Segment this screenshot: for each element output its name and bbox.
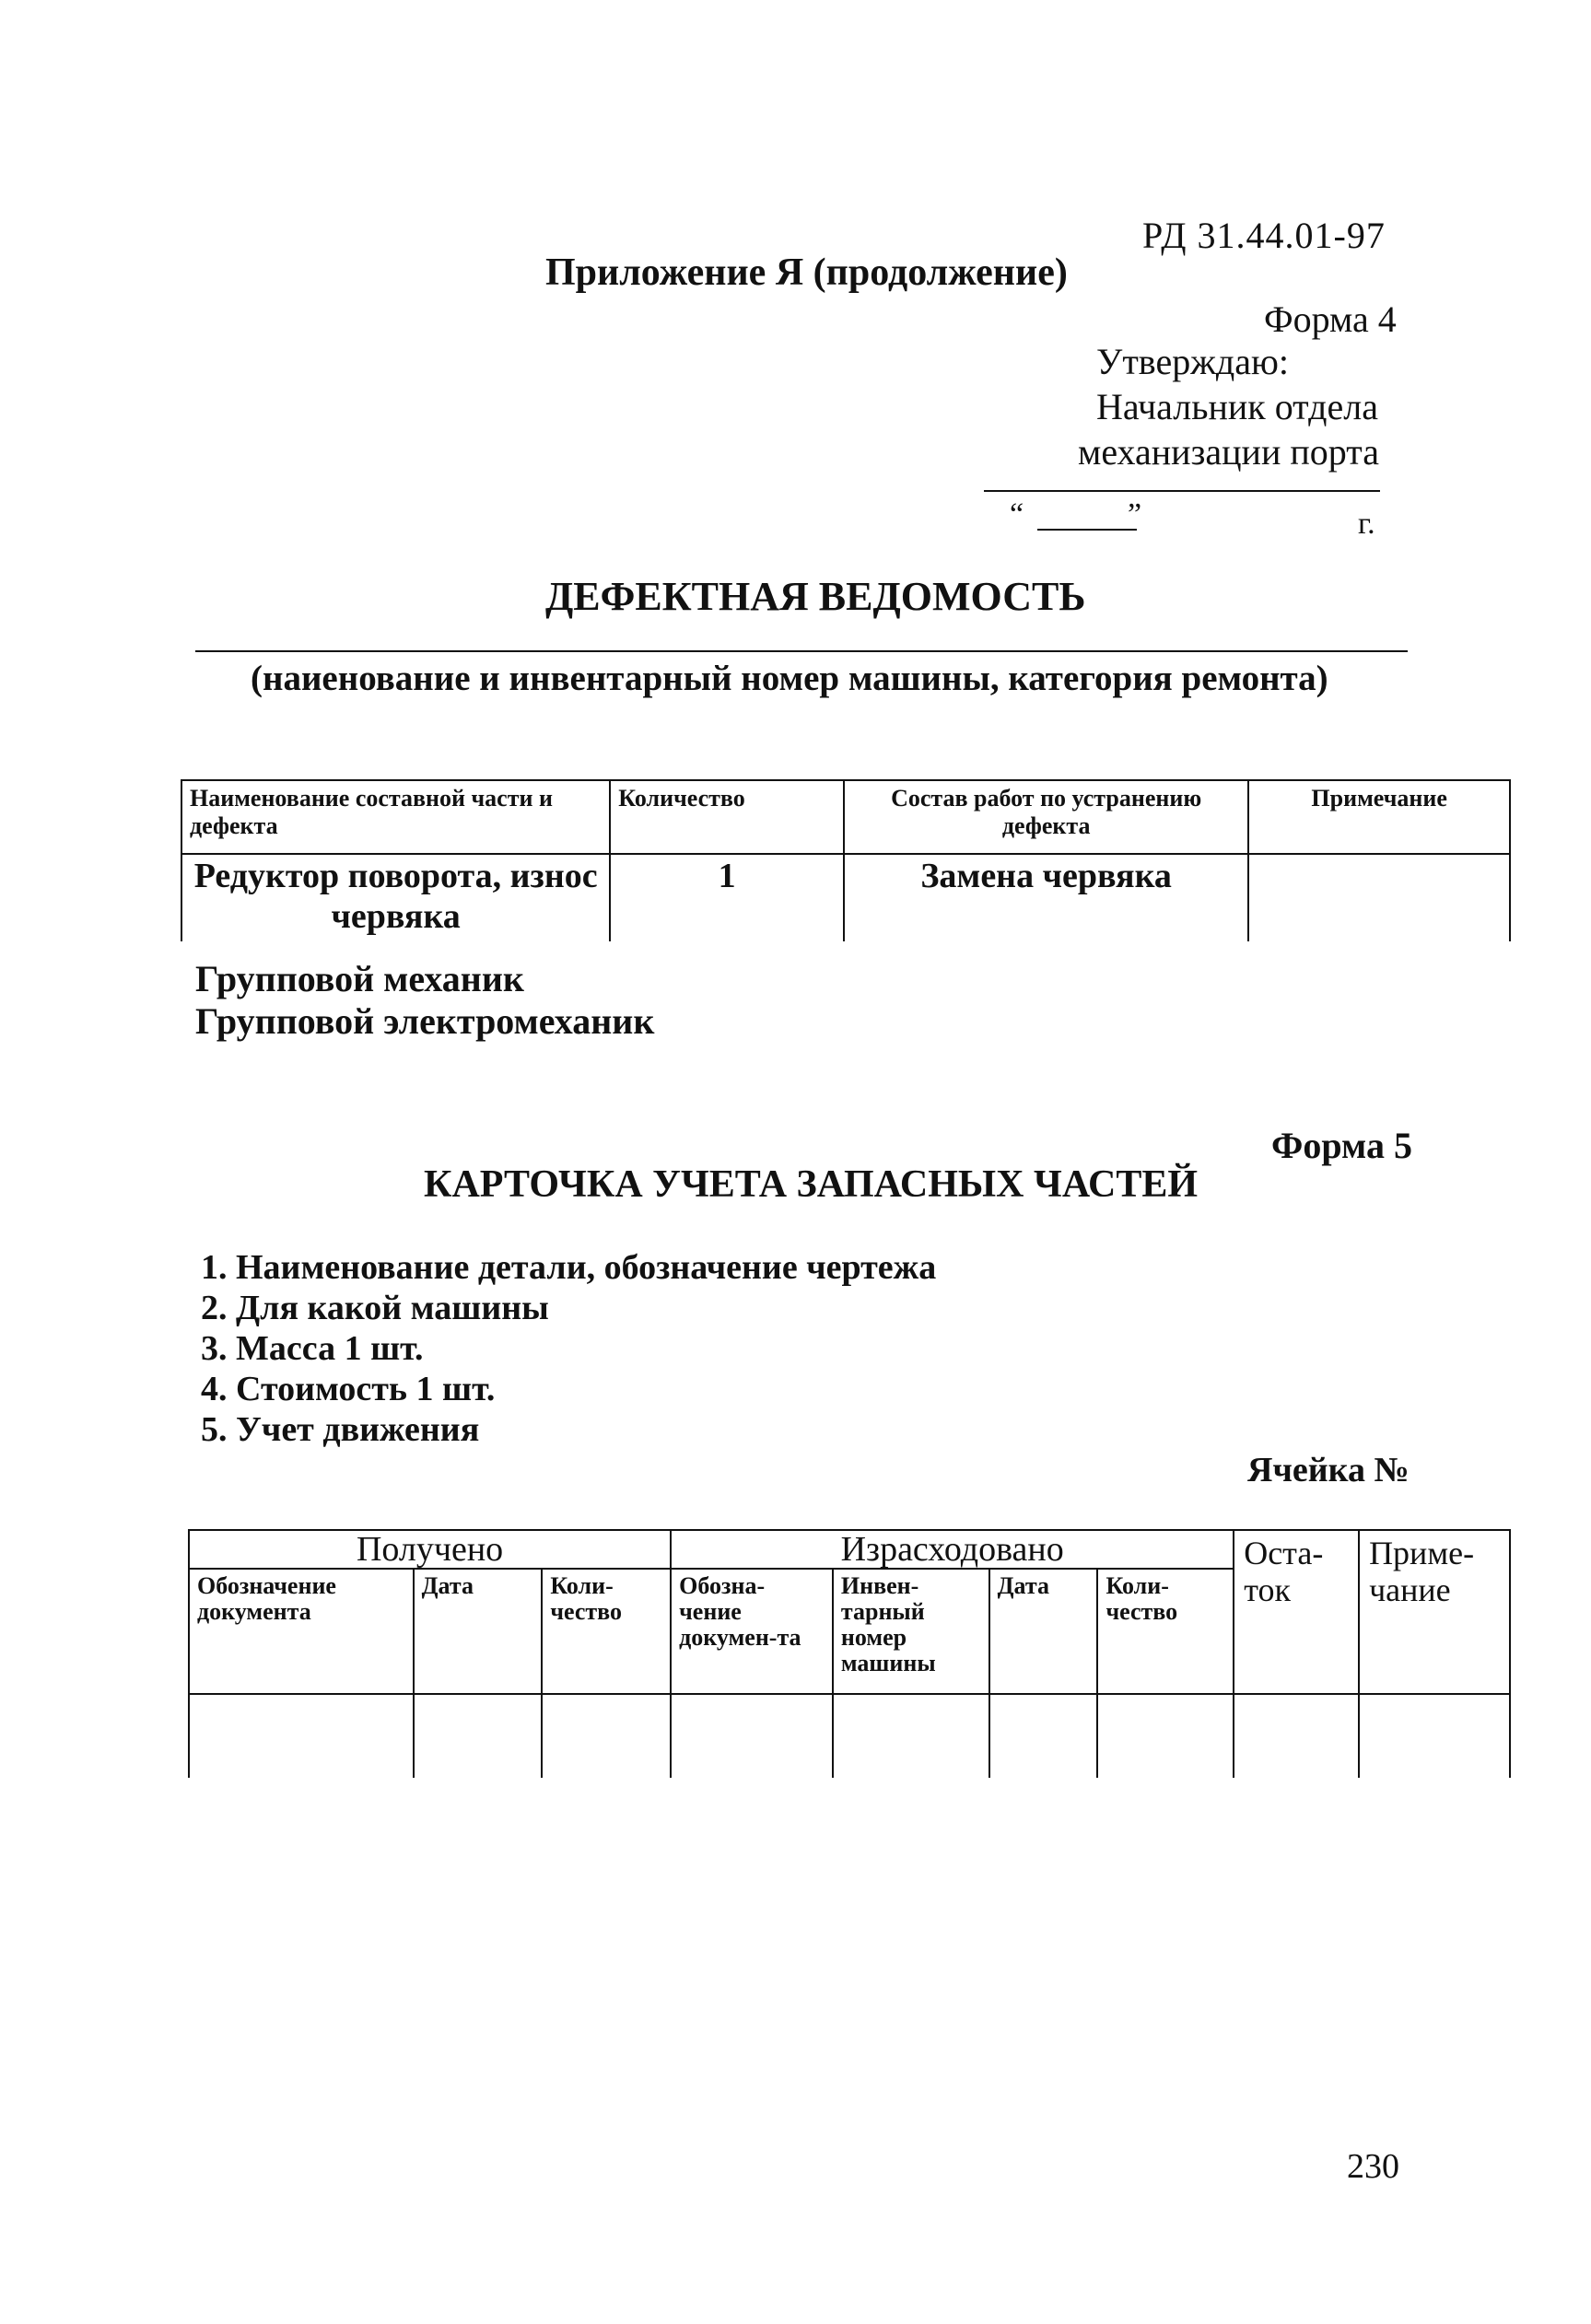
table-cell (671, 1694, 833, 1778)
table-row (189, 1694, 1510, 1778)
appendix-heading: Приложение Я (продолжение) (545, 251, 1068, 294)
table-cell: 1 (610, 854, 844, 941)
group-header-spent: Израсходовано (671, 1530, 1234, 1569)
table-group-header-row (189, 1530, 1510, 1569)
cell-number-label: Ячейка № (1247, 1451, 1410, 1489)
spare-parts-card-title: КАРТОЧКА УЧЕТА ЗАПАСНЫХ ЧАСТЕЙ (424, 1163, 1199, 1206)
page-number: 230 (1347, 2147, 1399, 2186)
column-header: Состав работ по устранению дефекта (844, 780, 1248, 854)
table-cell (989, 1694, 1098, 1778)
defect-table (181, 779, 1511, 941)
defect-sheet-title: ДЕФЕКТНАЯ ВЕДОМОСТЬ (545, 574, 1086, 619)
column-header: Обозна-чение докумен-та (671, 1569, 833, 1694)
approve-line: механизации порта (1078, 431, 1379, 473)
list-item: 1. Наименование детали, обозначение чертежа (201, 1248, 937, 1287)
list-item: 4. Стоимость 1 шт. (201, 1370, 496, 1408)
table-cell (189, 1694, 414, 1778)
column-header: Количество (610, 780, 844, 854)
table-cell: Замена червяка (844, 854, 1248, 941)
list-item: 3. Масса 1 шт. (201, 1329, 424, 1368)
form4-label: Форма 4 (1264, 298, 1397, 340)
table-cell: Редуктор поворота, износ червяка (181, 854, 610, 941)
card-item-list (201, 1247, 936, 1450)
column-header: Инвен-тарный номер машины (833, 1569, 989, 1694)
table-cell (1248, 854, 1510, 941)
date-blank-line (1037, 529, 1137, 531)
column-header-note: Приме-чание (1359, 1530, 1510, 1694)
column-header: Наименование составной части и дефекта (181, 780, 610, 854)
table-cell (542, 1694, 671, 1778)
approval-block (1078, 339, 1379, 474)
list-item: 2. Для какой машины (201, 1289, 549, 1327)
approval-signature-line (984, 490, 1380, 492)
signature-line: Групповой электромеханик (195, 1000, 655, 1042)
column-header: Коли-чество (542, 1569, 671, 1694)
table-cell (833, 1694, 989, 1778)
column-header: Дата (989, 1569, 1098, 1694)
table-cell (1359, 1694, 1510, 1778)
table-row (181, 854, 1510, 941)
approve-line: Начальник отдела (1096, 386, 1378, 427)
date-year-suffix: г. (1358, 507, 1375, 541)
column-header: Дата (414, 1569, 543, 1694)
column-header: Примечание (1248, 780, 1510, 854)
table-cell (414, 1694, 543, 1778)
form5-label: Форма 5 (1271, 1125, 1412, 1166)
document-code: РД 31.44.01-97 (1142, 215, 1386, 256)
signature-block (195, 958, 654, 1043)
defect-sheet-subtitle: (наиенование и инвентарный номер машины, категория ремонта) (251, 659, 1328, 698)
spare-parts-table (188, 1529, 1511, 1778)
column-header: Коли-чество (1097, 1569, 1234, 1694)
group-header-received: Получено (189, 1530, 671, 1569)
list-item: 5. Учет движения (201, 1410, 480, 1449)
column-header-remainder: Оста-ток (1234, 1530, 1359, 1694)
table-cell (1097, 1694, 1234, 1778)
date-open-quote: “ (1010, 497, 1024, 531)
column-header: Обозначение документа (189, 1569, 414, 1694)
signature-line: Групповой механик (195, 958, 524, 999)
table-cell (1234, 1694, 1359, 1778)
subtitle-rule (195, 650, 1408, 652)
table-header-row (181, 780, 1510, 854)
date-close-quote: ” (1128, 497, 1142, 531)
approve-line: Утверждаю: (1096, 341, 1289, 382)
